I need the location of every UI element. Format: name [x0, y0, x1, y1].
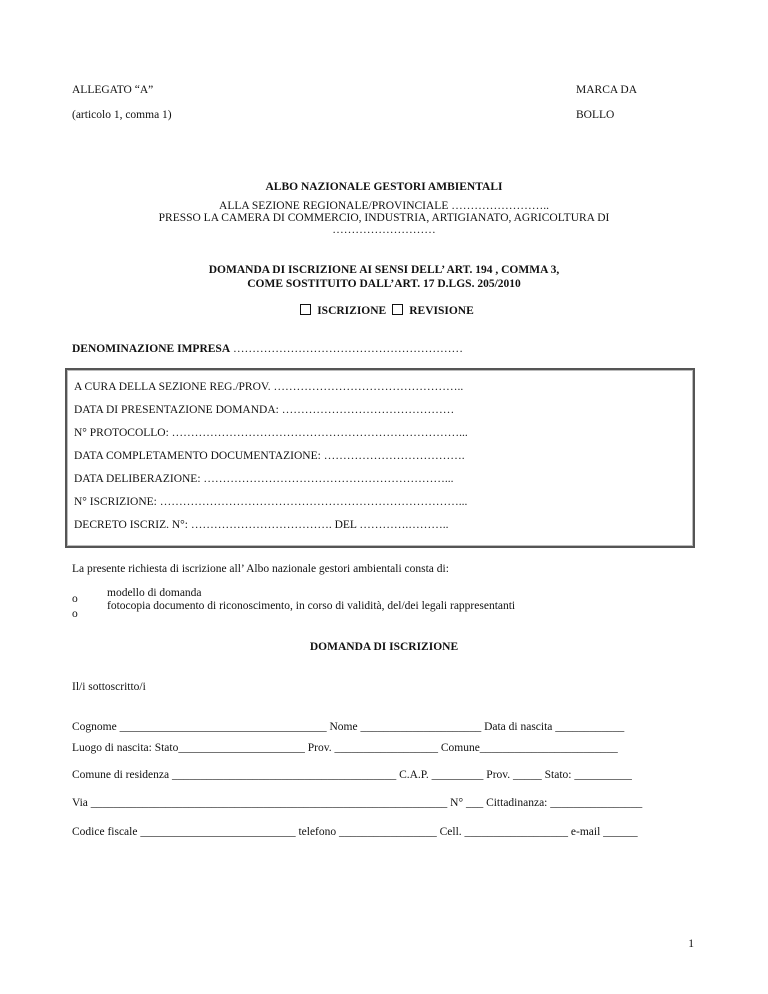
form-row-luogo-nascita[interactable]: Luogo di nascita: Stato______________________ Prov. __________________ Comune________________________	[72, 742, 618, 754]
marca-da-bollo-line2: BOLLO	[576, 109, 615, 121]
denominazione-label: DENOMINAZIONE IMPRESA	[72, 343, 231, 355]
box-line-sezione: A CURA DELLA SEZIONE REG./PROV. …………………………………………..	[74, 381, 464, 393]
iscrizione-label: ISCRIZIONE	[317, 305, 387, 317]
revisione-label: REVISIONE	[409, 305, 474, 317]
domanda-iscrizione-title: DOMANDA DI ISCRIZIONE	[309, 641, 459, 653]
box-line-decreto: DECRETO ISCRIZ. N°: ………………………………. DEL ………….………..	[74, 519, 449, 531]
office-use-box	[65, 368, 695, 548]
box-line-iscrizione: N° ISCRIZIONE: ……………………………………………………………………...	[74, 496, 468, 508]
form-row-codice-fiscale[interactable]: Codice fiscale ___________________________ telefono _________________ Cell. __________________ e-mail ______	[72, 826, 638, 838]
bullet-2: o	[72, 608, 78, 620]
marca-da-bollo-line1: MARCA DA	[576, 84, 638, 96]
page-number: 1	[688, 938, 694, 950]
form-row-residenza[interactable]: Comune di residenza _______________________________________ C.A.P. _________ Prov. _____ Stato: __________	[72, 769, 632, 781]
domanda-heading-line1: DOMANDA DI ISCRIZIONE AI SENSI DELL’ ART. 194 , COMMA 3,	[208, 264, 560, 276]
form-row-via[interactable]: Via ______________________________________________________________ N° ___ Cittadinanza: ________________	[72, 797, 643, 809]
consta-item-1: modello di domanda	[107, 587, 202, 599]
iscrizione-checkbox[interactable]	[300, 304, 311, 315]
box-line-protocollo: N° PROTOCOLLO: …………………………………………………………………...	[74, 427, 468, 439]
consta-intro: La presente richiesta di iscrizione all’ Albo nazionale gestori ambientali consta di:	[72, 563, 449, 575]
form-row-cognome[interactable]: Cognome ____________________________________ Nome _____________________ Data di nascita ____________	[72, 721, 625, 733]
box-line-data-presentazione: DATA DI PRESENTAZIONE DOMANDA: ………………………………………	[74, 404, 455, 416]
articolo-label: (articolo 1, comma 1)	[72, 109, 172, 121]
allegato-label: ALLEGATO “A”	[72, 84, 154, 96]
box-line-deliberazione: DATA DELIBERAZIONE: ………………………………………………………...	[74, 473, 454, 485]
sottoscritto-label: Il/i sottoscritto/i	[72, 681, 146, 693]
bullet-1: o	[72, 593, 78, 605]
denominazione-dots: ……………………………………………………	[230, 343, 464, 355]
revisione-checkbox[interactable]	[392, 304, 403, 315]
albo-line1: ALLA SEZIONE REGIONALE/PROVINCIALE ……………………..	[219, 200, 549, 212]
albo-line2: PRESSO LA CAMERA DI COMMERCIO, INDUSTRIA, ARTIGIANATO, AGRICOLTURA DI	[158, 212, 610, 224]
denominazione-impresa	[72, 343, 463, 355]
albo-title: ALBO NAZIONALE GESTORI AMBIENTALI	[265, 181, 503, 193]
domanda-heading-line2: COME SOSTITUITO DALL’ART. 17 D.LGS. 205/2010	[247, 278, 521, 290]
box-line-completamento: DATA COMPLETAMENTO DOCUMENTAZIONE: ……………………………….	[74, 450, 465, 462]
consta-item-2: fotocopia documento di riconoscimento, in corso di validità, del/dei legali rappresentanti	[107, 600, 516, 612]
albo-line3: ………………………	[332, 224, 436, 236]
options-row	[0, 304, 768, 317]
